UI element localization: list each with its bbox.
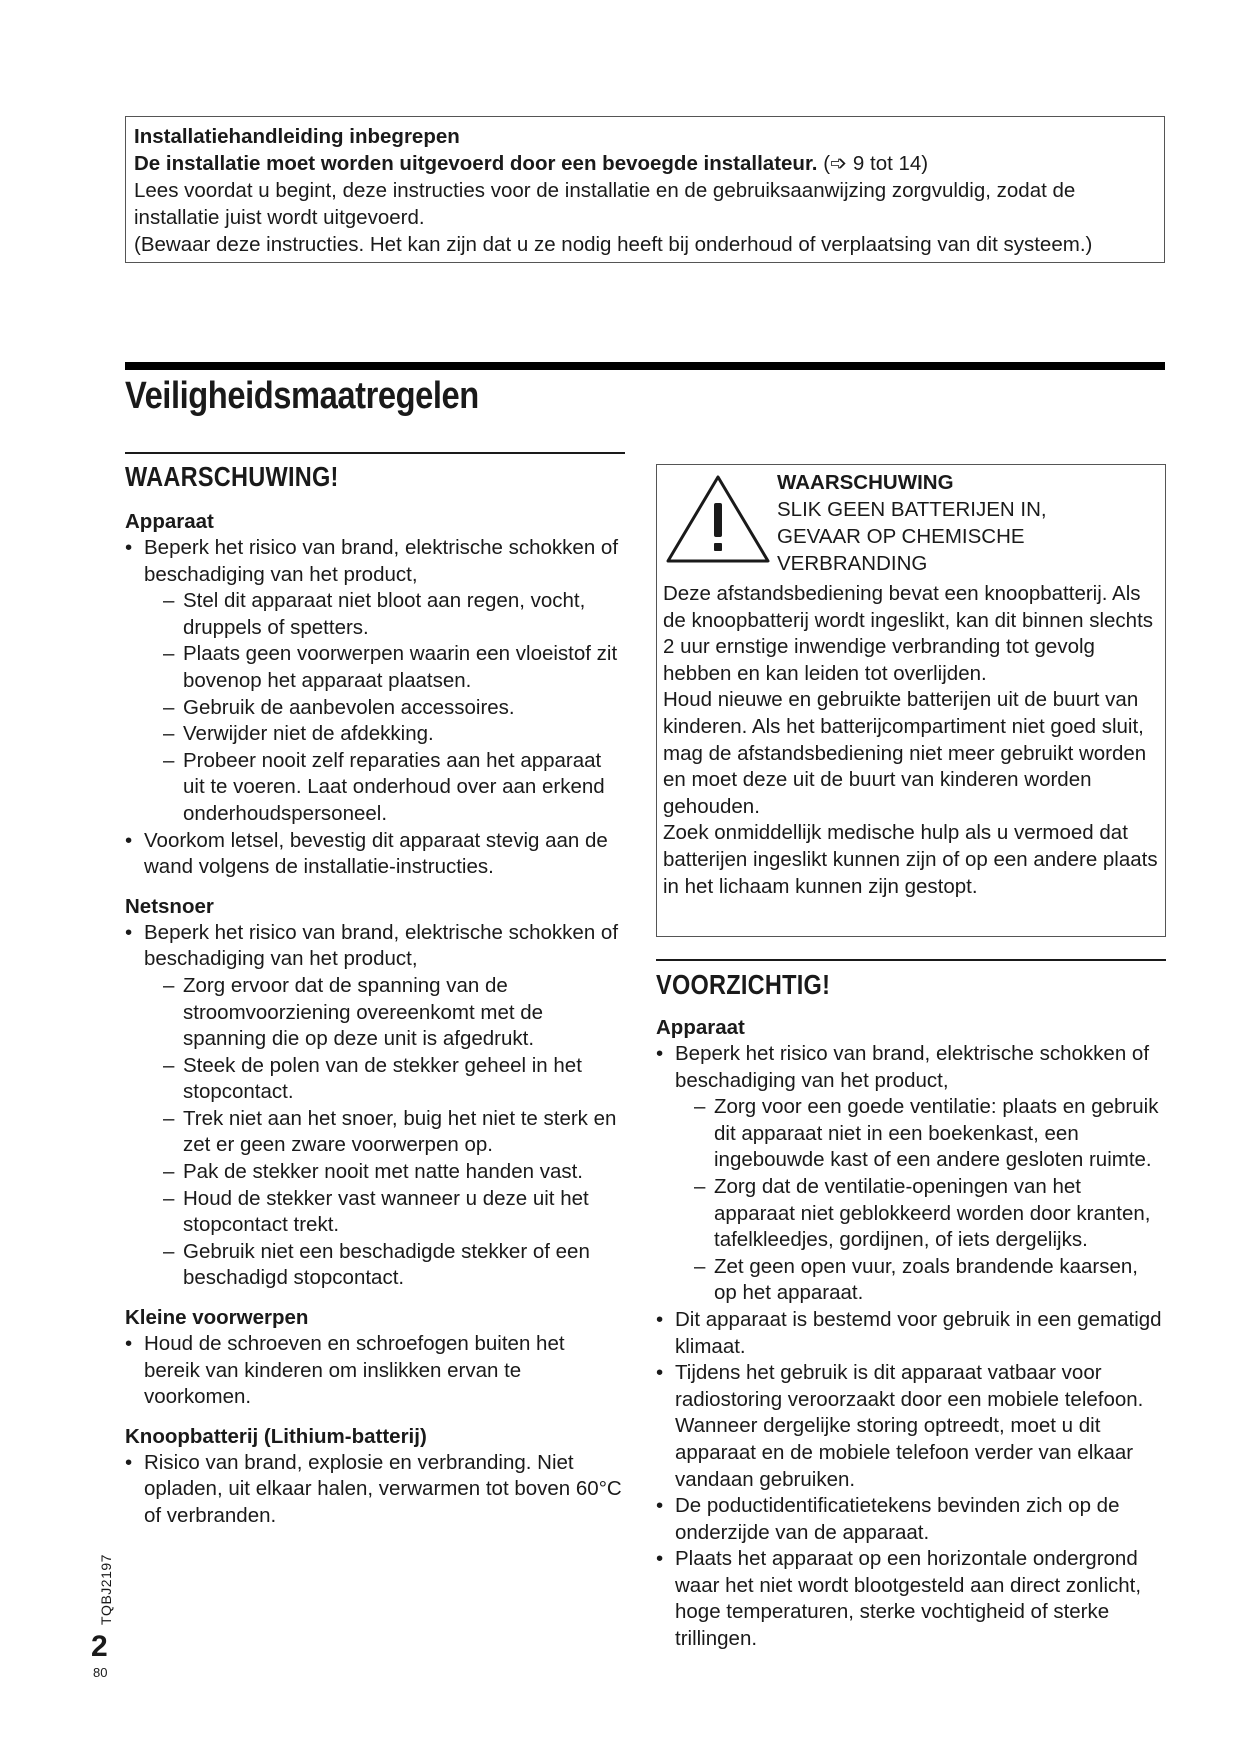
page-number: 2 <box>91 1630 108 1663</box>
netsnoer-heading: Netsnoer <box>125 894 214 918</box>
warning-section-title: WAARSCHUWING! <box>125 461 339 492</box>
list-item: • Beperk het risico van brand, elektrische schokken of beschadiging van het product, <box>656 1041 1166 1094</box>
arrow-right-icon: (➩ <box>823 152 848 175</box>
battery-warning-paragraph: Houd nieuwe en gebruikte batterijen uit de buurt van kinderen. Als het batterijcompartiment niet goed sluit, mag de afstandsbediening niet meer gebruikt worden en moet deze uit de buurt van kinderen worden gehouden. <box>663 688 1147 818</box>
warning-triangle-icon <box>664 473 772 567</box>
notice-page-ref: 9 tot 14) <box>852 152 929 175</box>
knoopbatterij-heading: Knoopbatterij (Lithium-batterij) <box>125 1424 427 1448</box>
battery-warning-title: WAARSCHUWING <box>777 471 954 494</box>
document-code: TQBJ2197 <box>98 1554 114 1625</box>
list-item: • Tijdens het gebruik is dit apparaat vatbaar voor radiostoring veroorzaakt door een mobiele telefoon. Wanneer dergelijke storing optreedt, moet u dit apparaat en de mobiele telefoon verder van elkaar vandaan gebruiken. <box>656 1360 1166 1493</box>
notice-line-4: (Bewaar deze instructies. Het kan zijn dat u ze nodig heeft bij onderhoud of verplaatsing van dit systeem.) <box>134 233 1093 256</box>
caution-section-rule <box>656 959 1166 961</box>
battery-warning-line: GEVAAR OP CHEMISCHE <box>777 525 1025 548</box>
list-item: • Risico van brand, explosie en verbranding. Niet opladen, uit elkaar halen, verwarmen tot boven 60°C of verbranden. <box>125 1450 625 1530</box>
battery-warning-paragraph: Deze afstandsbediening bevat een knoopbatterij. Als de knoopbatterij wordt ingeslikt, kan dit binnen slechts 2 uur ernstige inwendige verbranding tot gevolg hebben en kan leiden tot overlijden. <box>663 582 1154 685</box>
battery-warning-paragraph: Zoek onmiddellijk medische hulp als u vermoed dat batterijen ingeslikt kunnen zijn of op een andere plaats in het lichaam kunnen zijn gestopt. <box>663 821 1158 898</box>
notice-line-2 <box>134 150 1156 177</box>
caution-section-title: VOORZICHTIG! <box>656 969 831 1000</box>
page-title: Veiligheidsmaatregelen <box>125 375 479 417</box>
list-item: – Gebruik niet een beschadigde stekker of een beschadigd stopcontact. <box>144 1239 625 1292</box>
warning-section-rule <box>125 452 625 454</box>
list-item: • Dit apparaat is bestemd voor gebruik in een gematigd klimaat. <box>656 1307 1166 1360</box>
installation-notice <box>125 116 1165 263</box>
battery-warning-line: SLIK GEEN BATTERIJEN IN, <box>777 498 1047 521</box>
notice-line-1: Installatiehandleiding inbegrepen <box>134 125 460 148</box>
list-item: – Zorg voor een goede ventilatie: plaats en gebruik dit apparaat niet in een boekenkast, een ingebouwde kast of een andere gesloten ruimte. <box>675 1094 1166 1174</box>
page-number-secondary: 80 <box>93 1665 108 1680</box>
list-item: • Beperk het risico van brand, elektrische schokken of beschadiging van het product, <box>125 920 625 973</box>
list-item: • Plaats het apparaat op een horizontale ondergrond waar het niet wordt blootgesteld aan direct zonlicht, hoge temperaturen, sterke vochtigheid of sterke trillingen. <box>656 1546 1166 1652</box>
caution-column <box>656 1014 1166 1653</box>
list-item: – Zorg dat de ventilatie-openingen van het apparaat niet geblokkeerd worden door kranten, tafelkleedjes, gordijnen, of iets dergelijks. <box>675 1174 1166 1254</box>
battery-warning-line: VERBRANDING <box>777 552 928 575</box>
list-item: – Plaats geen voorwerpen waarin een vloeistof zit bovenop het apparaat plaatsen. <box>144 641 625 694</box>
list-item: – Zorg ervoor dat de spanning van de stroomvoorziening overeenkomt met de spanning die op deze unit is afgedrukt. <box>144 973 625 1053</box>
list-item: – Houd de stekker vast wanneer u deze uit het stopcontact trekt. <box>144 1186 625 1239</box>
list-item: – Steek de polen van de stekker geheel in het stopcontact. <box>144 1053 625 1106</box>
caution-apparaat-heading: Apparaat <box>656 1016 745 1039</box>
list-item: – Trek niet aan het snoer, buig het niet te sterk en zet er geen zware voorwerpen op. <box>144 1106 625 1159</box>
battery-warning-body <box>663 581 1161 900</box>
notice-line-2-bold: De installatie moet worden uitgevoerd door een bevoegde installateur. <box>134 152 818 175</box>
list-item: • Houd de schroeven en schroefogen buiten het bereik van kinderen om inslikken ervan te voorkomen. <box>125 1331 625 1411</box>
notice-line-3: Lees voordat u begint, deze instructies voor de installatie en de gebruiksaanwijzing zorgvuldig, zodat de installatie juist wordt uitgevoerd. <box>134 179 1076 229</box>
list-item: – Verwijder niet de afdekking. <box>144 721 625 748</box>
list-item: – Stel dit apparaat niet bloot aan regen, vocht, druppels of spetters. <box>144 588 625 641</box>
list-item: – Zet geen open vuur, zoals brandende kaarsen, op het apparaat. <box>675 1254 1166 1307</box>
list-item: • Beperk het risico van brand, elektrische schokken of beschadiging van het product, <box>125 535 625 588</box>
warning-column <box>125 508 625 1530</box>
list-item: • De poductidentificatietekens bevinden zich op de onderzijde van de apparaat. <box>656 1493 1166 1546</box>
apparaat-heading: Apparaat <box>125 510 214 533</box>
battery-warning-header <box>777 469 1047 577</box>
list-item: – Pak de stekker nooit met natte handen vast. <box>144 1159 625 1186</box>
battery-warning-box <box>656 464 1166 937</box>
kleine-voorwerpen-heading: Kleine voorwerpen <box>125 1306 309 1330</box>
title-rule <box>125 362 1165 370</box>
list-item: – Gebruik de aanbevolen accessoires. <box>144 695 625 722</box>
list-item: • Voorkom letsel, bevestig dit apparaat stevig aan de wand volgens de installatie-instructies. <box>125 828 625 881</box>
list-item: – Probeer nooit zelf reparaties aan het apparaat uit te voeren. Laat onderhoud over aan erkend onderhoudspersoneel. <box>144 748 625 828</box>
